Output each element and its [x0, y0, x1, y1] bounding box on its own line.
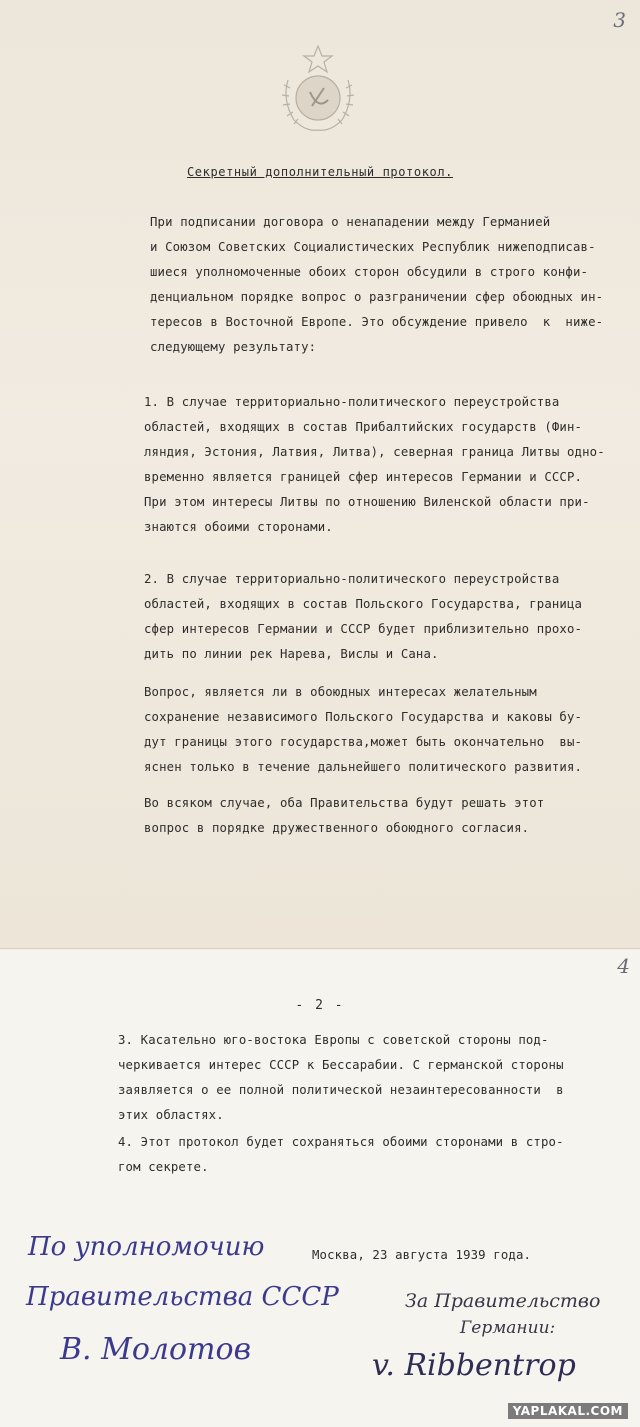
document-title: Секретный дополнительный протокол.: [186, 165, 454, 179]
point-3-paragraph: 3. Касательно юго-востока Европы с советской стороны под- черкивается интерес СССР к Бессарабии. С германской стороны заявляется о ее полной политической незаинтересованности в этих областях.: [118, 1033, 564, 1122]
handwritten-page-number: 4: [617, 954, 630, 978]
page-heading: - 2 -: [295, 998, 345, 1013]
ussr-emblem-icon: [268, 40, 368, 136]
left-signature-line-1: По уполномочию: [28, 1232, 265, 1262]
point-2-paragraph: 2. В случае территориально-политического переустройства областей, входящих в состав Польского Государства, граница сфер интересов Германии и СССР будет приблизительно прохо- дить по линии рек Нарева, Вислы и Сана.: [144, 572, 583, 661]
right-signature-line-2: Германии:: [460, 1318, 556, 1338]
point-4-paragraph: 4. Этот протокол будет сохраняться обоими сторонами в стро- гом секрете.: [118, 1135, 564, 1174]
molotov-signature: В. Молотов: [60, 1332, 252, 1367]
agreement-paragraph: Во всяком случае, оба Правительства будут решать этот вопрос в порядке дружественного обоюдного согласия.: [144, 796, 545, 835]
right-signature-line-1: За Правительство: [405, 1290, 601, 1312]
intro-paragraph: При подписании договора о ненападении между Германией и Союзом Советских Социалистических Республик нижеподписав- шиеся уполномоченные обоих сторон обсудили в строго конфи- денциальном порядке вопрос о разграничении сфер обоюдных ин- тересов в Восточной Европе. Это обсуждение привело к ниже- следующему результату:: [150, 215, 604, 354]
handwritten-page-number: 3: [613, 8, 626, 32]
left-signature-line-2: Правительства СССР: [26, 1282, 339, 1312]
ribbentrop-signature: v. Ribbentrop: [372, 1348, 576, 1383]
point-1-paragraph: 1. В случае территориально-политического переустройства областей, входящих в состав Прибалтийских государств (Фин- ляндия, Эстония, Латвия, Литва), северная граница Литвы одно- временно является границей сфер интересов Германии и СССР. При этом интересы Литвы по отношению Виленской области при- знаются обоими сторонами.: [144, 395, 605, 534]
watermark-badge: YAPLAKAL.COM: [508, 1403, 628, 1419]
question-paragraph: Вопрос, является ли в обоюдных интересах желательным сохранение независимого Польского Государства и каковы бу- дут границы этого государства,может быть окончательно вы- яснен только в течение дальнейшего политического развития.: [144, 685, 583, 774]
place-and-date: Москва, 23 августа 1939 года.: [312, 1248, 532, 1262]
